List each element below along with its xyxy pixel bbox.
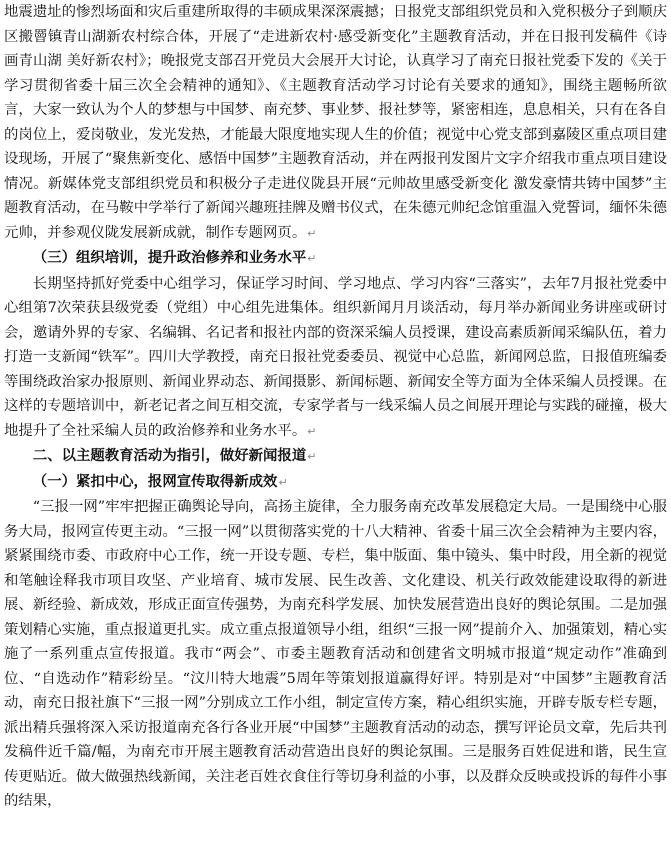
body-paragraph xyxy=(4,272,667,445)
paragraph-text: 长期坚持抓好党委中心组学习，保证学习时间、学习地点、学习内容“三落实”，去年7月报社党委中心组第7次荣获县级党委（党组）中心组先进集体。组织新闻月月谈活动，每月举办新闻业务讲座或研讨会，邀请外界的专家、名编辑、名记者和报社内部的资深采编人员授课，建设高素质新闻采编队伍，着力打造一支新闻“铁军”。四川大学教授，南充日报社党委委员、视觉中心总监，新闻网总监，日报值班编委等围绕政治家办报原则、新闻业界动态、新闻摄影、新闻标题、新闻安全等方面为全体采编人员授课。在这样的专题培训中，新老记者之间互相交流，专家学者与一线采编人员之间展开理论与实践的碰撞，极大地提升了全社采编人员的政治修养和业务水平。 xyxy=(4,275,667,439)
body-paragraph xyxy=(4,0,667,246)
heading-text: （一）紧扣中心，报网宣传取得新成效 xyxy=(32,472,278,490)
section-heading xyxy=(4,246,667,272)
paragraph-mark-icon: ↵ xyxy=(307,226,317,240)
body-paragraph xyxy=(4,495,667,814)
paragraph-mark-icon: ↵ xyxy=(307,450,317,463)
heading-text: （三）组织培训，提升政治修养和业务水平 xyxy=(32,249,307,266)
paragraph-text: “三报一网”牢牢把握正确舆论导向，高扬主旋律，全力服务南充改革发展稳定大局。一是围绕中心服务大局，报网宣传更主动。“三报一网”以贯彻落实党的十八大精神、省委十届三次全会精神为主要内容，紧紧围绕市委、市政府中心工作，统一开设专题、专栏，集中版面、集中镜头、集中时段，用全新的视觉和笔触诠释我市项目攻坚、产业培育、城市发展、民生改善、文化建设、机关行政效能建设取得的新进展、新经验、新成效，形成正面宣传强势，为南充科学发展、加快发展营造出良好的舆论氛围。二是加强策划精心实施，重点报道更扎实。成立重点报道领导小组，组织“三报一网”提前介入、加强策划，精心实施了一系列重点宣传报道。我市“两会”、市委主题教育活动和创建省文明城市报道“规定动作”准确到位、“自选动作”精彩纷呈。“汶川特大地震”5周年等策划报道赢得好评。特别是对“中国梦”主题教育活动，南充日报社旗下“三报一网”分别成立工作小组，制定宣传方案，精心组织实施，开辟专版专栏专题，派出精兵强将深入采访报道南充各行各业开展“中国梦”主题教育活动的动态，撰写评论员文章，先后共刊发稿件近千篇/幅，为南充市开展主题教育活动营造出良好的舆论氛围。三是服务百姓促进和谐，民生宣传更贴近。做大做强热线新闻，关注老百姓衣食住行等切身利益的小事，以及群众反映或投诉的每件小事的结果， xyxy=(4,499,667,809)
paragraph-text: 地震遗址的惨烈场面和灾后重建所取得的丰硕成果深深震撼；日报党支部组织党员和入党积极分子到顺庆区搬罾镇青山湖新农村综合体，开展了“走进新农村·感受新变化”主题教育活动，并在日报刊发稿件《诗画青山湖 美好新农村》；晚报党支部召开党员大会展开大讨论，认真学习了南充日报社党委下发的《关于学习贯彻省委十届三次全会精神的通知》、《主题教育活动学习讨论有关要求的通知》，围绕主题畅所欲言，大家一致认为个人的梦想与中国梦、南充梦、事业梦、报社梦等，紧密相连，息息相关，只有在各自的岗位上，爱岗敬业，发光发热，才能最大限度地实现人生的价值；视觉中心党支部到嘉陵区重点项目建设现场，开展了“聚焦新变化、感悟中国梦”主题教育活动，并在两报刊发图片文字介绍我市重点项目建设情况。新媒体党支部组织党员和积极分子走进仪陇县开展“元帅故里感受新变化 激发豪情共铸中国梦”主题教育活动，在马鞍中学举行了新闻兴趣班挂牌及赠书仪式，在朱德元帅纪念馆重温入党誓词，缅怀朱德元帅，并参观仪陇发展新成就，制作专题网页。 xyxy=(4,4,667,241)
paragraph-mark-icon: ↵ xyxy=(307,424,317,438)
paragraph-mark-icon: ↵ xyxy=(307,252,317,265)
paragraph-mark-icon: ↵ xyxy=(278,475,288,489)
heading-text: 二、以主题教育活动为指引，做好新闻报道 xyxy=(32,448,307,464)
section-heading xyxy=(4,444,667,470)
section-heading xyxy=(4,470,667,496)
